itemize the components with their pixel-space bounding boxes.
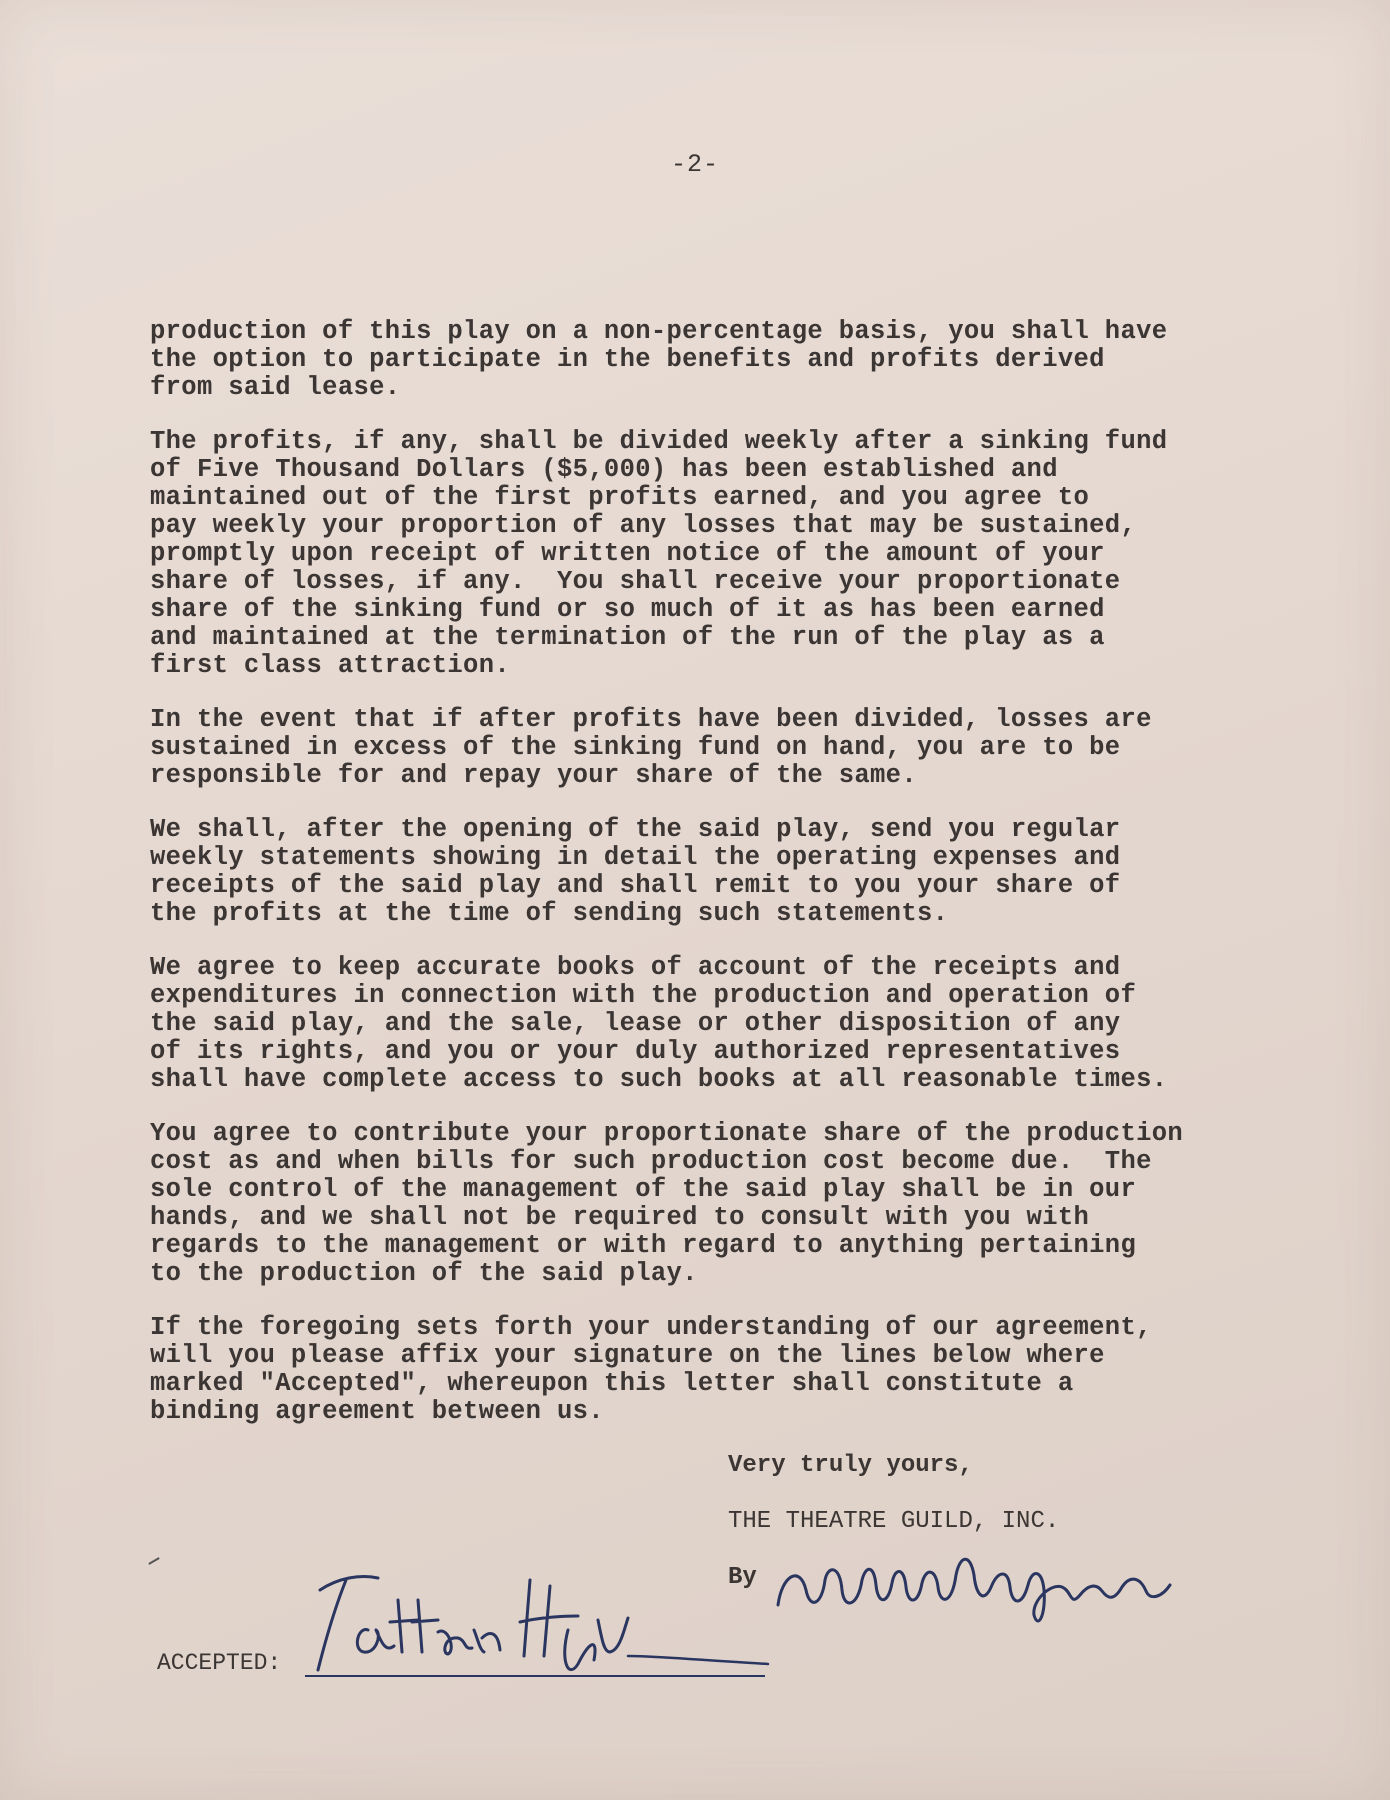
paragraph-acceptance: If the foregoing sets forth your understanding of our agreement, will you please affix your signature on the lines below where marked "Accepted", whereupon this letter shall constitute a binding agreement between us. (150, 1313, 1152, 1426)
acceptance-signature-line (305, 1675, 765, 1677)
paragraph-books-of-account: We agree to keep accurate books of account of the receipts and expenditures in connection with the production and operation of the said play, and the sale, lease or other disposition of any of its rights, and you or your duly authorized representatives shall have complete access to such books at all reasonable times. (150, 953, 1168, 1094)
accepted-label: ACCEPTED: (157, 1650, 282, 1676)
by-label: By (728, 1564, 757, 1591)
pencil-mark (148, 1557, 159, 1565)
paragraph-lease-option: production of this play on a non-percentage basis, you shall have the option to participate in the benefits and profits derived from said lease. (150, 317, 1168, 402)
closing-salutation: Very truly yours, (728, 1452, 973, 1479)
paragraph-profits-sinking-fund: The profits, if any, shall be divided weekly after a sinking fund of Five Thousand Dollars ($5,000) has been established and maintained out of the first profits earned, and you agree to pay weekly your proportion of any losses that may be sustained, promptly upon receipt of written notice of the amount of your share of losses, if any. You shall receive your proportionate share of the sinking fund or so much of it as has been earned and maintained at the termination of the run of the play as a first class attraction. (150, 427, 1168, 680)
paragraph-losses: In the event that if after profits have been divided, losses are sustained in excess of the sinking fund on hand, you are to be responsible for and repay your share of the same. (150, 705, 1152, 790)
paragraph-production-cost: You agree to contribute your proportionate share of the production cost as and when bills for such production cost become due. The sole control of the management of the said play shall be in our hands, and we shall not be required to consult with you with regards to the management or with regard to anything pertaining to the production of the said play. (150, 1119, 1184, 1288)
accepted-signature (298, 1560, 778, 1685)
page-number: -2- (670, 150, 719, 179)
paragraph-weekly-statements: We shall, after the opening of the said play, send you regular weekly statements showing in detail the operating expenses and receipts of the said play and shall remit to you your share of the profits at the time of sending such statements. (150, 815, 1121, 928)
letter-body (150, 318, 1270, 1452)
company-name: THE THEATRE GUILD, INC. (728, 1508, 1060, 1535)
guild-signature (770, 1535, 1230, 1630)
